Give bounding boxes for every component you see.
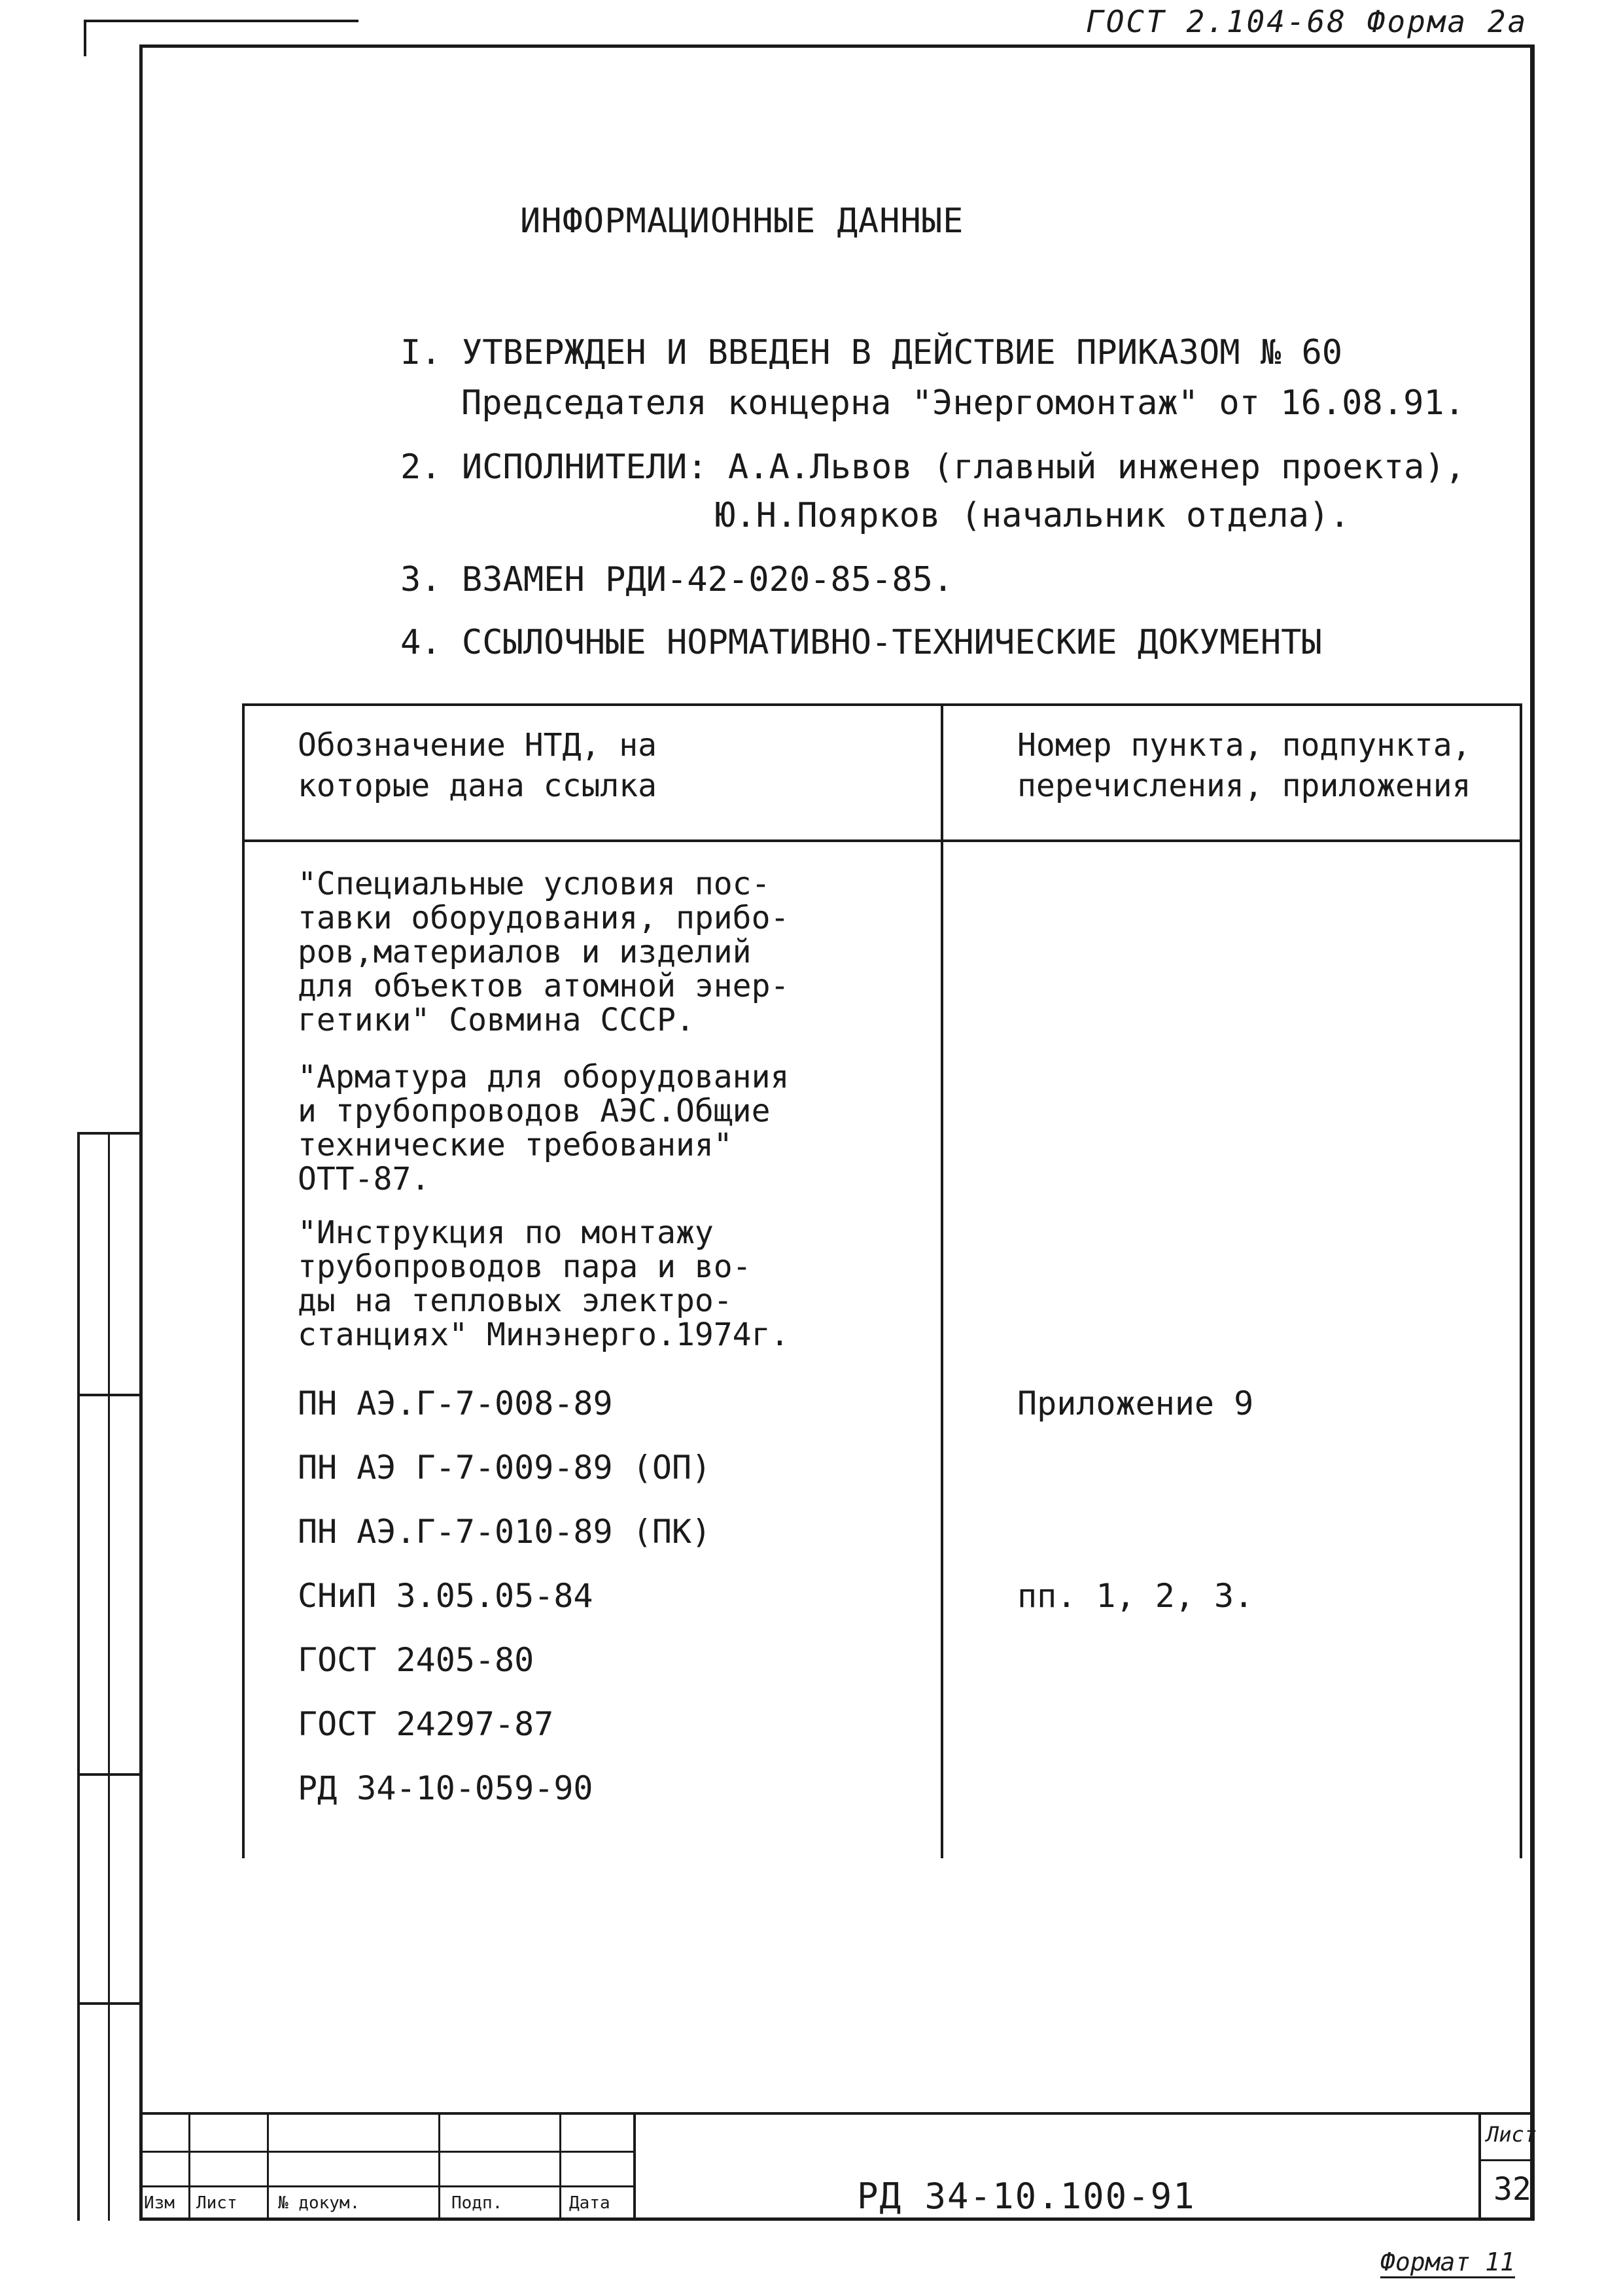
ref-document-line: ды на тепловых электро- bbox=[298, 1282, 733, 1319]
table-row bbox=[298, 867, 789, 1037]
ref-item-number: Приложение 9 bbox=[1017, 1385, 1254, 1422]
format-label: Формат 11 bbox=[1380, 2248, 1515, 2278]
margin-line bbox=[77, 1132, 80, 2221]
ref-document-line: ОТТ-87. bbox=[298, 1161, 430, 1197]
stamp-label-doc-number: № докум. bbox=[278, 2193, 360, 2213]
item-1-line-1: I. УТВЕРЖДЕН И ВВЕДЕН В ДЕЙСТВИЕ ПРИКАЗОМ № 60 bbox=[400, 333, 1343, 372]
item-2-line-2: Ю.Н.Поярков (начальник отдела). bbox=[715, 496, 1350, 535]
table-top-border bbox=[242, 703, 1522, 706]
document-designation: РД 34-10.100-91 bbox=[857, 2176, 1196, 2217]
sheet-number: 32 bbox=[1493, 2171, 1531, 2208]
margin-line bbox=[77, 1132, 141, 1135]
item-3: 3. ВЗАМЕН РДИ-42-020-85-85. bbox=[400, 560, 954, 599]
header-designation-line-1: Обозначение НТД, на bbox=[298, 727, 657, 764]
ref-document-line: ров,материалов и изделий bbox=[298, 934, 752, 970]
ref-document-line: тавки оборудования, прибо- bbox=[298, 900, 790, 936]
stamp-label-sheet: Лист bbox=[196, 2193, 237, 2213]
ref-document: РД 34-10-059-90 bbox=[298, 1769, 593, 1807]
ref-document-line: гетики" Совмина СССР. bbox=[298, 1002, 695, 1038]
ref-document-line: трубопроводов пара и во- bbox=[298, 1248, 752, 1285]
item-4: 4. ССЫЛОЧНЫЕ НОРМАТИВНО-ТЕХНИЧЕСКИЕ ДОКУМЕНТЫ bbox=[400, 623, 1322, 662]
form-code: ГОСТ 2.104-68 Форма 2а bbox=[1086, 4, 1528, 39]
table-right-border bbox=[1520, 703, 1522, 1858]
page-title: ИНФОРМАЦИОННЫЕ ДАННЫЕ bbox=[520, 202, 964, 241]
margin-line bbox=[77, 1773, 141, 1776]
frame-corner-mark bbox=[84, 20, 86, 56]
stamp-line bbox=[559, 2112, 561, 2221]
header-item-number-line-1: Номер пункта, подпункта, bbox=[1017, 727, 1471, 764]
header-item-number-line-2: перечисления, приложения bbox=[1017, 768, 1471, 804]
stamp-line bbox=[139, 2112, 1535, 2115]
table-left-border bbox=[242, 703, 245, 1858]
stamp-line bbox=[438, 2112, 440, 2221]
margin-line bbox=[77, 2002, 141, 2005]
margin-line bbox=[77, 1394, 141, 1396]
stamp-label-signature: Подп. bbox=[451, 2193, 503, 2213]
ref-item-number: пп. 1, 2, 3. bbox=[1017, 1577, 1254, 1615]
stamp-line bbox=[633, 2112, 636, 2221]
stamp-line bbox=[1478, 2112, 1481, 2221]
ref-document-line: для объектов атомной энер- bbox=[298, 968, 790, 1004]
ref-document-line: "Специальные условия пос- bbox=[298, 866, 771, 902]
ref-document-line: станциях" Минэнерго.1974г. bbox=[298, 1316, 790, 1353]
ref-document-line: "Арматура для оборудования bbox=[298, 1059, 790, 1095]
stamp-label-date: Дата bbox=[569, 2193, 610, 2213]
stamp-label-change: Изм bbox=[144, 2193, 175, 2213]
ref-document-line: технические требования" bbox=[298, 1127, 733, 1163]
ref-document: ГОСТ 2405-80 bbox=[298, 1641, 534, 1679]
ref-document: СНиП 3.05.05-84 bbox=[298, 1577, 593, 1615]
ref-document: ГОСТ 24297-87 bbox=[298, 1705, 554, 1743]
ref-document: ПН АЭ Г-7-009-89 (ОП) bbox=[298, 1449, 712, 1487]
item-1-line-2: Председателя концерна "Энергомонтаж" от 16.08.91. bbox=[461, 383, 1465, 423]
stamp-line bbox=[188, 2112, 190, 2221]
frame-corner-mark bbox=[84, 20, 358, 22]
stamp-line bbox=[1478, 2159, 1535, 2161]
item-2-line-1: 2. ИСПОЛНИТЕЛИ: А.А.Львов (главный инженер проекта), bbox=[400, 448, 1465, 487]
table-header-divider bbox=[242, 839, 1522, 842]
margin-line bbox=[108, 1132, 110, 2221]
ref-document: ПН АЭ.Г-7-008-89 bbox=[298, 1385, 613, 1422]
table-row bbox=[298, 1060, 789, 1196]
table-row bbox=[298, 1216, 789, 1352]
ref-document-line: и трубопроводов АЭС.Общие bbox=[298, 1093, 771, 1129]
table-column-divider bbox=[941, 703, 943, 1858]
stamp-line bbox=[267, 2112, 269, 2221]
ref-document: ПН АЭ.Г-7-010-89 (ПК) bbox=[298, 1513, 712, 1551]
header-designation-line-2: которые дана ссылка bbox=[298, 768, 657, 804]
sheet-label: Лист bbox=[1486, 2122, 1537, 2147]
ref-document-line: "Инструкция по монтажу bbox=[298, 1214, 714, 1251]
